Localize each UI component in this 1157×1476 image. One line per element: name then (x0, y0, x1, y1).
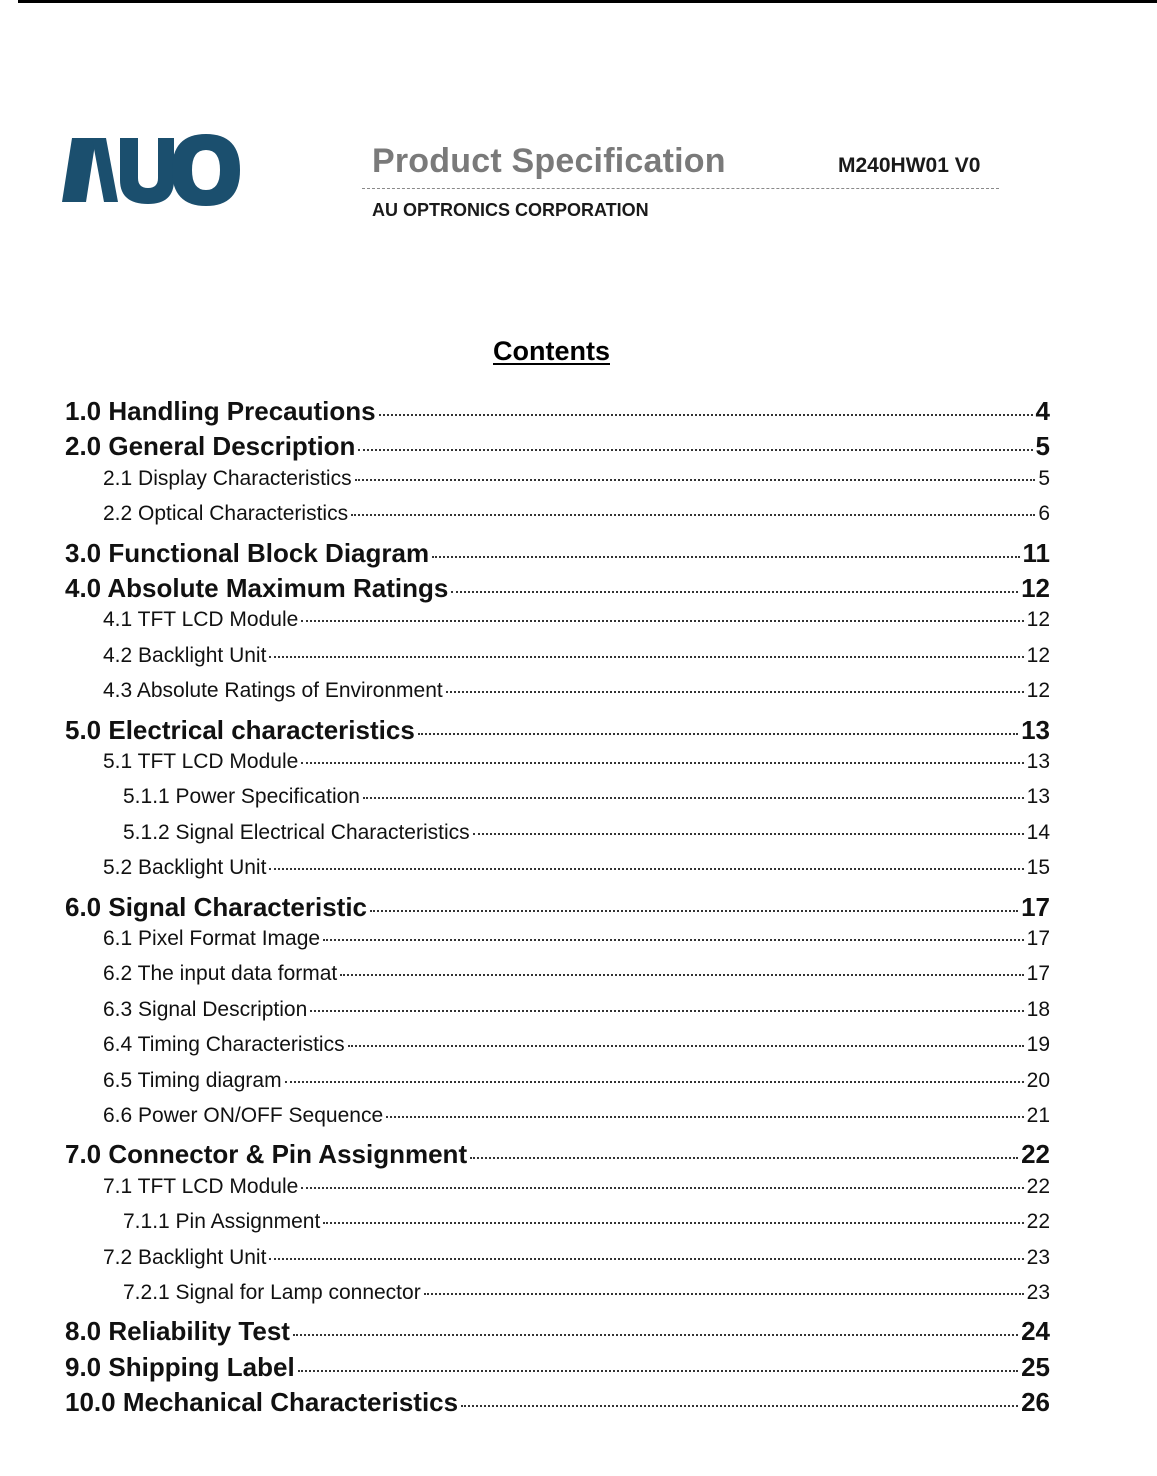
toc-dot-leader (363, 797, 1024, 799)
toc-dot-leader (348, 1045, 1024, 1047)
toc-entry-title: 3.0 Functional Block Diagram (65, 537, 430, 568)
toc-entry[interactable] (103, 856, 1050, 880)
toc-entry-page: 17 (1026, 962, 1050, 986)
toc-entry[interactable] (123, 1210, 1050, 1234)
toc-dot-leader (293, 1334, 1018, 1336)
toc-entry[interactable] (103, 962, 1050, 986)
toc-entry-title: 7.1.1 Pin Assignment (123, 1210, 321, 1234)
toc-dot-leader (370, 910, 1018, 912)
toc-dot-leader (432, 556, 1019, 558)
toc-entry-page: 17 (1021, 891, 1050, 922)
toc-dot-leader (379, 414, 1033, 416)
toc-entry[interactable] (103, 1069, 1050, 1093)
toc-entry-title: 6.4 Timing Characteristics (103, 1033, 345, 1057)
toc-entry[interactable] (103, 467, 1050, 491)
toc-entry-page: 13 (1021, 714, 1050, 745)
toc-entry-title: 4.3 Absolute Ratings of Environment (103, 679, 443, 703)
toc-entry-page: 5 (1038, 466, 1050, 490)
toc-dot-leader (473, 833, 1024, 835)
toc-entry-title: 4.2 Backlight Unit (103, 643, 267, 667)
toc-entry-page: 23 (1026, 1245, 1050, 1269)
toc-entry-page: 12 (1026, 608, 1050, 632)
toc-entry-page: 22 (1026, 1174, 1050, 1198)
toc-entry[interactable] (65, 715, 1050, 746)
toc-entry-page: 22 (1026, 1210, 1050, 1234)
toc-dot-leader (470, 1157, 1018, 1159)
toc-entry-title: 6.6 Power ON/OFF Sequence (103, 1104, 384, 1127)
toc-entry[interactable] (65, 892, 1050, 923)
toc-dot-leader (340, 974, 1023, 976)
toc-dot-leader (323, 939, 1024, 941)
toc-entry-title: 7.1 TFT LCD Module (103, 1174, 299, 1198)
toc-dot-leader (355, 479, 1036, 481)
toc-dot-leader (351, 514, 1035, 516)
toc-entry[interactable] (103, 927, 1050, 951)
toc-entry-page: 4 (1035, 396, 1050, 426)
toc-entry[interactable] (65, 1352, 1050, 1383)
toc-entry-page: 12 (1026, 679, 1050, 703)
toc-dot-leader (269, 656, 1023, 658)
toc-entry[interactable] (65, 538, 1050, 569)
toc-entry-page: 13 (1026, 750, 1050, 773)
toc-entry[interactable] (123, 821, 1050, 845)
company-name: AU OPTRONICS CORPORATION (372, 200, 649, 220)
toc-entry-title: 5.1.1 Power Specification (123, 785, 360, 809)
toc-entry-page: 15 (1026, 856, 1050, 880)
toc-entry[interactable] (103, 1104, 1050, 1128)
toc-entry-title: 2.2 Optical Characteristics (103, 502, 349, 526)
toc-entry-page: 11 (1022, 537, 1050, 568)
toc-entry[interactable] (103, 1175, 1050, 1199)
toc-dot-leader (269, 1258, 1023, 1260)
toc-entry[interactable] (103, 1246, 1050, 1270)
toc-entry[interactable] (103, 750, 1050, 774)
toc-entry-title: 1.0 Handling Precautions (65, 396, 376, 426)
toc-entry-title: 4.0 Absolute Maximum Ratings (65, 573, 449, 603)
toc-entry-title: 7.2.1 Signal for Lamp connector (123, 1281, 421, 1304)
toc-entry[interactable] (65, 396, 1050, 427)
toc-dot-leader (269, 868, 1023, 870)
toc-entry[interactable] (103, 608, 1050, 632)
toc-entry-page: 25 (1021, 1351, 1050, 1382)
toc-entry-page: 26 (1021, 1387, 1050, 1418)
toc-entry[interactable] (65, 1316, 1050, 1347)
contents-heading-text: Contents (493, 336, 610, 366)
toc-entry-title: 8.0 Reliability Test (65, 1316, 290, 1347)
toc-dot-leader (298, 1370, 1018, 1372)
toc-dot-leader (461, 1405, 1018, 1407)
toc-entry-page: 14 (1026, 820, 1050, 844)
toc-dot-leader (285, 1081, 1024, 1083)
model-number: M240HW01 V0 (838, 154, 981, 177)
toc-entry-title: 4.1 TFT LCD Module (103, 608, 299, 632)
toc-entry[interactable] (103, 1033, 1050, 1057)
toc-entry[interactable] (103, 998, 1050, 1022)
toc-entry-page: 21 (1026, 1104, 1050, 1127)
toc-entry-page: 24 (1021, 1316, 1050, 1347)
toc-dot-leader (386, 1116, 1024, 1118)
toc-entry-page: 22 (1021, 1139, 1050, 1170)
toc-entry[interactable] (65, 1387, 1050, 1418)
toc-entry-page: 6 (1038, 502, 1050, 526)
toc-entry-title: 6.3 Signal Description (103, 997, 308, 1021)
toc-entry-title: 7.0 Connector & Pin Assignment (65, 1139, 468, 1170)
toc-entry-page: 12 (1021, 573, 1050, 603)
toc-entry-title: 10.0 Mechanical Characteristics (65, 1387, 459, 1418)
toc-entry[interactable] (65, 431, 1050, 462)
toc-entry-page: 17 (1026, 927, 1050, 950)
toc-entry-title: 6.1 Pixel Format Image (103, 927, 321, 950)
toc-entry[interactable] (103, 502, 1050, 526)
toc-entry[interactable] (65, 573, 1050, 604)
toc-entry-page: 12 (1026, 643, 1050, 667)
toc-entry-page: 23 (1026, 1281, 1050, 1304)
doc-title: Product Specification (372, 142, 726, 180)
toc-entry-title: 9.0 Shipping Label (65, 1351, 295, 1382)
toc-dot-leader (451, 591, 1018, 593)
toc-entry-page: 20 (1026, 1068, 1050, 1092)
toc-entry-title: 5.1 TFT LCD Module (103, 750, 299, 773)
toc-dot-leader (446, 691, 1024, 693)
toc-entry-title: 5.0 Electrical characteristics (65, 714, 415, 745)
toc-entry-title: 2.1 Display Characteristics (103, 466, 352, 490)
toc-dot-leader (358, 449, 1032, 451)
toc-entry[interactable] (65, 1139, 1050, 1170)
toc-entry-title: 6.5 Timing diagram (103, 1068, 282, 1092)
toc-entry-title: 2.0 General Description (65, 431, 356, 462)
toc-entry-title: 5.2 Backlight Unit (103, 856, 267, 880)
toc-dot-leader (323, 1222, 1023, 1224)
toc-entry[interactable] (123, 1281, 1050, 1305)
toc-entry[interactable] (103, 679, 1050, 703)
toc-dot-leader (301, 762, 1023, 764)
toc-entry[interactable] (123, 785, 1050, 809)
toc-entry-page: 13 (1026, 785, 1050, 809)
toc-dot-leader (301, 620, 1023, 622)
toc-entry-title: 6.2 The input data format (103, 962, 338, 986)
toc-dot-leader (424, 1293, 1024, 1295)
toc-entry[interactable] (103, 644, 1050, 668)
toc-entry-title: 6.0 Signal Characteristic (65, 891, 368, 922)
toc-dot-leader (418, 733, 1018, 735)
toc-entry-title: 5.1.2 Signal Electrical Characteristics (123, 820, 470, 844)
toc-entry-page: 19 (1026, 1033, 1050, 1057)
toc-entry-title: 7.2 Backlight Unit (103, 1245, 267, 1269)
toc-dot-leader (301, 1187, 1023, 1189)
toc-dot-leader (310, 1010, 1023, 1012)
toc-entry-page: 5 (1035, 431, 1050, 462)
toc-entry-page: 18 (1026, 997, 1050, 1021)
